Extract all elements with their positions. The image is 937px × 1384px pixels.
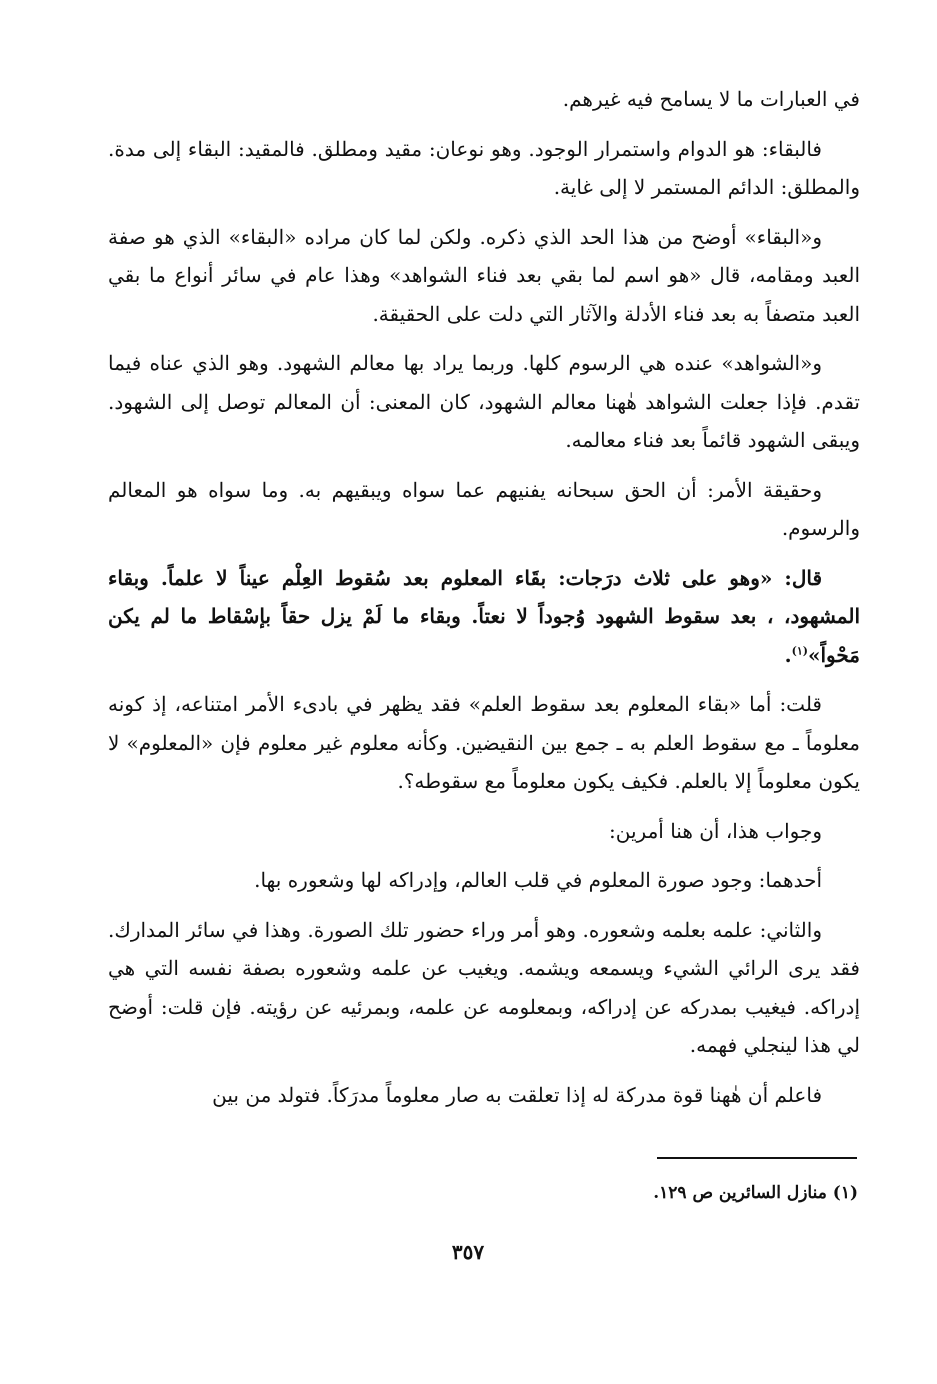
paragraph-3: و«البقاء» أوضح من هذا الحد الذي ذكره. ولكن لما كان مراده «البقاء» الذي هو صفة العبد ومقامه، قال «هو اسم لما بقي بعد فناء الشواهد» وهذا عام في سائر أنواع ما بقي العبد متصفاً به بعد فناء الأدلة والآثار التي دلت على الحقيقة.: [108, 224, 860, 326]
paragraph-1: في العبارات ما لا يسامح فيه غيرهم.: [562, 87, 860, 111]
paragraph-6-quote: قال: «وهو على ثلاث درَجات: بقَاء المعلوم بعد سُقوط العِلْم عيناً لا علماً. وبقاء المشهود، ، بعد سقوط الشهود وُجوداً لا نعتاً. وبقاء ما لَمْ يزل حقاً بإسْقاط ما لم يكن مَحْواً»$^{(١)}$.: [108, 565, 860, 667]
paragraph-7: قلت: أما «بقاء المعلوم بعد سقوط العلم» فقد يظهر في بادىء الأمر امتناعه، إذ كونه معلوماً ـ مع سقوط العلم به ـ جمع بين النقيضين. وكأنه معلوم غير معلوم فإن «المعلوم» لا يكون معلوماً إلا بالعلم. فكيف يكون معلوماً مع سقوطه؟.: [108, 692, 860, 793]
paragraph-5: وحقيقة الأمر: أن الحق سبحانه يفنيهم عما سواه ويبقيهم به. وما سواه هو المعالم والرسوم.: [108, 477, 860, 540]
footnote: (١) منازل السائرين ص ١٢٩.: [653, 1183, 858, 1203]
paragraph-9: أحدهما: وجود صورة المعلوم في قلب العالم، وإدراكه لها وشعوره بها.: [254, 868, 822, 892]
footnote-marker: (١): [791, 643, 808, 657]
page-number: ٣٥٧: [451, 1240, 485, 1264]
paragraph-10: والثاني: علمه بعلمه وشعوره. وهو أمر وراء حضور تلك الصورة. وهذا في سائر المدارك. فقد يرى الرائي الشيء ويسمعه ويشمه. ويغيب عن علمه وشعوره بصفة نفسه التي هي إدراكه. فيغيب بمدركه عن إدراكه، وبمعلومه عن علمه، وبمرئيه عن رؤيته. فإن قلت: أوضح لي هذا لينجلي فهمه.: [108, 917, 860, 1057]
paragraph-11: فاعلم أن هٰهنا قوة مدركة له إذا تعلقت به صار معلوماً مدرَكاً. فتولد من بين: [212, 1082, 822, 1107]
paragraph-4: و«الشواهد» عنده هي الرسوم كلها. وربما يراد بها معالم الشهود. وهو الذي عناه فيما تقدم. فإذا جعلت الشواهد هٰهنا معالم الشهود، كان المعنى: أن المعالم توصل إلى الشهود. ويبقى الشهود قائماً بعد فناء معالمه.: [108, 351, 860, 452]
quote-text: قال: «وهو على ثلاث درَجات: بقَاء المعلوم بعد سُقوط العِلْم عيناً لا علماً. وبقاء المشهود، ، بعد سقوط الشهود وُجوداً لا نعتاً. وبقاء ما لَمْ يزل حقاً بإسْقاط ما لم يكن مَحْواً»: [108, 565, 860, 667]
footnote-divider: [657, 1157, 857, 1159]
paragraph-8: وجواب هذا، أن هنا أمرين:: [609, 818, 822, 843]
page-body: [108, 80, 860, 1125]
paragraph-2: فالبقاء: هو الدوام واستمرار الوجود. وهو نوعان: مقيد ومطلق. فالمقيد: البقاء إلى مدة. والمطلق: الدائم المستمر لا إلى غاية.: [108, 136, 860, 199]
